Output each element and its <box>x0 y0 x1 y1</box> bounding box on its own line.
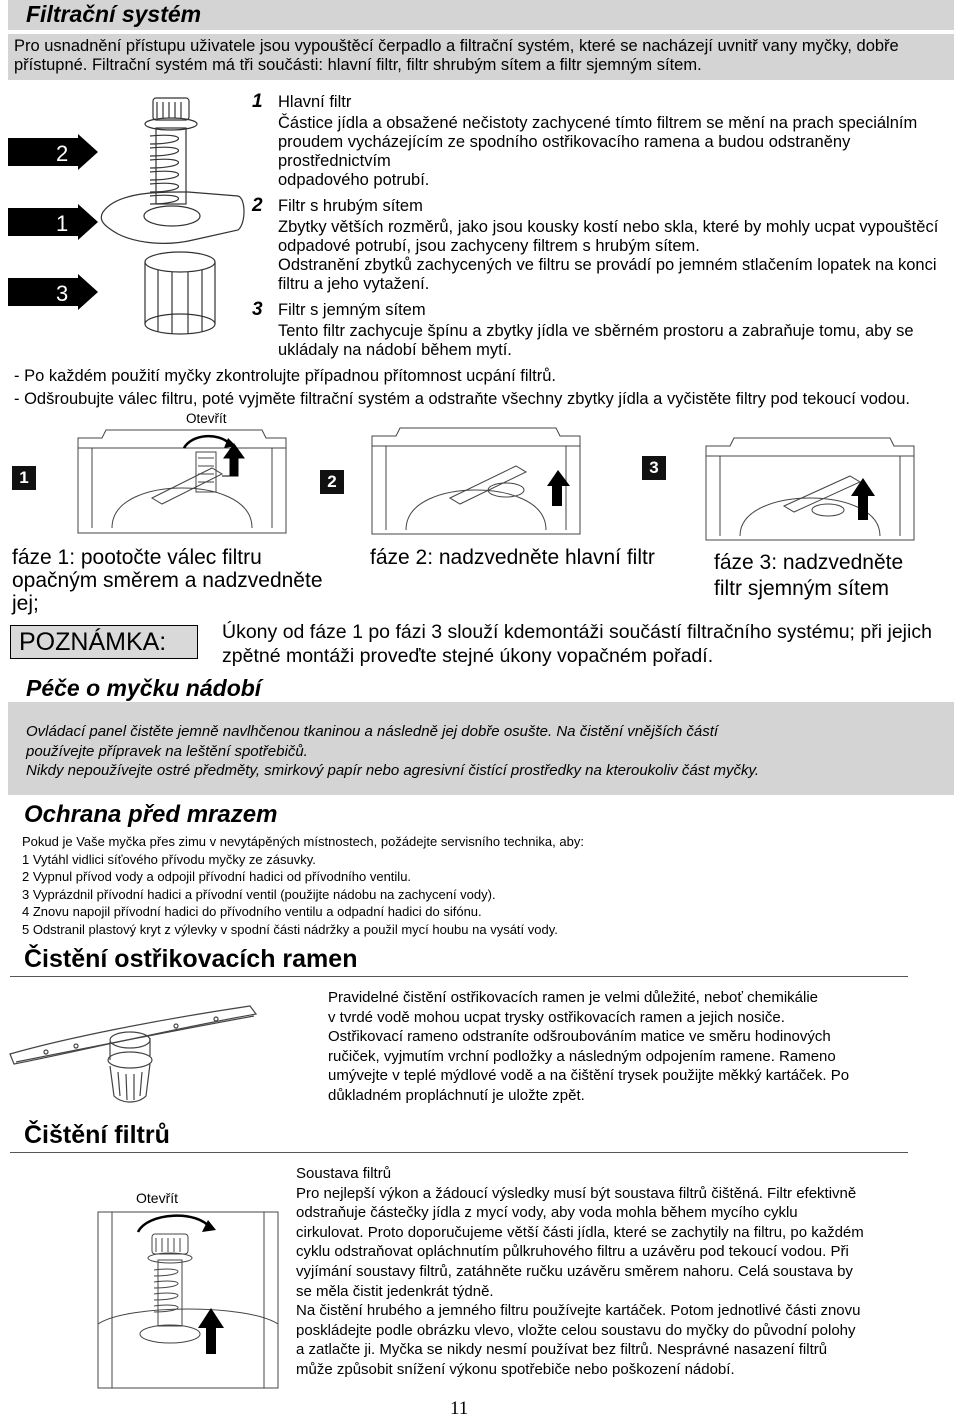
frost-line: Pokud je Vaše myčka přes zimu v nevytápěných místnostech, požádejte servisního technika, aby: <box>22 834 584 849</box>
intro-line: přístupné. Filtrační systém má tři součásti: hlavní filtr, filtr shrubým sítem a filtr sjemným sítem. <box>14 56 702 74</box>
caption-line: fáze 2: nadzvedněte hlavní filtr <box>370 546 655 569</box>
callout-arrow-1 <box>8 204 98 240</box>
filter-items <box>252 92 960 360</box>
item-line: Odstranění zbytků zachycených ve filtru se provádí po jemném stlačením lopatek na konci <box>278 256 937 274</box>
filters-line: může způsobit snížení výkonu spotřebiče nebo poškození nádobí. <box>296 1360 735 1378</box>
filters-line: Na čistění hrubého a jemného filtru používejte kartáček. Potom jednotlivé části znovu <box>296 1302 861 1320</box>
step-3-caption <box>714 550 903 602</box>
arms-line: Pravidelné čistění ostřikovacích ramen je velmi důležité, neboť chemikálie <box>328 989 819 1006</box>
item-title: Hlavní filtr <box>278 93 352 111</box>
arms-line: v tvrdé vodě mohou ucpat trysky ostřikovacích ramen a jejich nosiče. <box>328 1008 785 1026</box>
frost-line: 5 Odstranil plastový kryt z výlevky v spodní části nádržky a použil mycí houbu na vysátí vody. <box>22 921 558 937</box>
arms-line: Ostřikovací rameno odstraníte odšroubováním matice ve směru hodinových <box>328 1028 831 1046</box>
arms-line: důkladném propláchnutí je uložte zpět. <box>328 1086 585 1104</box>
filters-line: poskládejte podle obrázku vlevo, vložte celou soustavu do myčky do původní polohy <box>296 1321 856 1339</box>
frost-text <box>22 833 584 939</box>
caption-line: filtr sjemným sítem <box>714 577 890 600</box>
section-title-filters: Čištění filtrů <box>24 1121 170 1149</box>
note-label-box <box>10 625 198 659</box>
callout-label: 1 <box>56 211 69 236</box>
section-title-frost: Ochrana před mrazem <box>24 801 278 828</box>
arms-line: ručiček, vyjmutím vrchní podložky a následným odpojením ramene. Rameno <box>328 1047 836 1065</box>
filters-line: odstraňuje částečky jídla z mycí vody, aby voda mohla během mycího cyklu <box>296 1204 798 1222</box>
filter-assembly-illustration <box>98 92 248 352</box>
item-line: proudem vycházejícím ze spodního ostřikovacího ramena a budou odstraněny prostřednictvím <box>278 133 851 170</box>
filters-line: Pro nejlepší výkon a žádoucí výsledky musí být soustava filtrů čištěná. Filtr efektivně <box>296 1184 857 1202</box>
item-number: 3 <box>252 299 263 320</box>
filters-line: a zatlačte ji. Myčka se nikdy nesmí používat bez filtrů. Nesprávné nasazení filtrů <box>296 1341 828 1359</box>
arms-line: umývejte v teplé mýdlové vodě a na čištění trysek použijte měkký kartáček. Po <box>328 1067 850 1085</box>
callout-arrow-2 <box>8 134 98 170</box>
item-title: Filtr s hrubým sítem <box>278 197 423 215</box>
filtr-bullets <box>14 367 958 409</box>
filter-item-2 <box>252 196 960 294</box>
section-title-arms: Čistění ostřikovacích ramen <box>24 945 358 973</box>
care-line: Nikdy nepoužívejte ostré předměty, smirkový papír nebo agresivní čistící prostředky na kteroukoliv část myčky. <box>26 762 760 780</box>
open-label: Otevřít <box>186 411 227 426</box>
step-tag-3: 3 <box>642 456 666 480</box>
callout-label: 3 <box>56 281 69 306</box>
item-number: 2 <box>252 195 263 216</box>
step-3-illustration <box>700 436 922 544</box>
note-line: zpětné montáži proveďte stejné úkony vopačném pořadí. <box>222 645 714 667</box>
caption-line: fáze 1: pootočte válec filtru <box>12 546 262 569</box>
caption-line: jej; <box>12 592 39 615</box>
step-tag-1: 1 <box>12 466 36 490</box>
callout-arrow-3 <box>8 274 98 310</box>
step-2-caption <box>370 546 655 569</box>
divider <box>10 976 908 977</box>
section-title-filtr: Filtrační systém <box>26 1 202 27</box>
filtr-intro <box>14 37 954 75</box>
arms-text <box>328 988 849 1106</box>
callout-label: 2 <box>56 141 69 166</box>
bullet-line: - Po každém použití myčky zkontrolujte případnou přítomnost ucpání filtrů. <box>14 367 557 385</box>
filter-item-1 <box>252 92 960 190</box>
item-line: odpadové potrubí, jsou zachyceny filtrem s hrubým sítem. <box>278 237 700 255</box>
note-label: POZNÁMKA: <box>19 628 167 656</box>
frost-line: 1 Vytáhl vidlici síťového přívodu myčky ze zásuvky. <box>22 851 316 867</box>
caption-line: fáze 3: nadzvedněte <box>714 551 904 574</box>
intro-line: Pro usnadnění přístupu uživatele jsou vypouštěcí čerpadlo a filtrační systém, které se nacházejí uvnitř vany myčky, dobře <box>14 37 899 55</box>
item-line: Tento filtr zachycuje špínu a zbytky jídla ve sběrném prostoru a zabraňuje tomu, aby se <box>278 322 914 340</box>
frost-line: 3 Vyprázdnil přívodní hadici a přívodní ventil (použijte nádobu na zachycení vody). <box>22 886 496 902</box>
spray-arm-illustration <box>6 992 266 1110</box>
open-label: Otevřít <box>136 1190 179 1206</box>
caption-line: opačným směrem a nadzvedněte <box>12 569 323 592</box>
filters-line: Soustava filtrů <box>296 1165 392 1182</box>
care-line: Ovládací panel čistěte jemně navlhčenou tkaninou a následně jej dobře osušte. Na čistění vnějších částí <box>26 723 719 740</box>
item-title: Filtr s jemným sítem <box>278 301 426 319</box>
item-number: 1 <box>252 91 263 112</box>
bullet-line: - Odšroubujte válec filtru, poté vyjměte filtrační systém a odstraňte všechny zbytky jídla a vyčistěte filtry pod tekoucí vodou. <box>14 390 910 408</box>
care-text <box>26 722 759 781</box>
filter-removal-illustration <box>88 1204 288 1392</box>
filters-line: cyklu odstraňovat opláchnutím půlkruhového filtru a uzávěru pod tekoucí vodou. Při <box>296 1243 849 1261</box>
note-text <box>222 620 932 668</box>
item-line: Zbytky větších rozměrů, jako jsou kousky kostí nebo skla, které by mohly ucpat vypouštěcí <box>278 218 939 236</box>
item-line: ukládaly na nádobí během mytí. <box>278 341 512 359</box>
section-title-care: Péče o myčku nádobí <box>26 675 262 701</box>
frost-line: 4 Znovu napojil přívodní hadici do přívodního ventilu a odpadní hadici do sifónu. <box>22 904 482 920</box>
step-tag-2: 2 <box>320 470 344 494</box>
step-1-caption <box>12 546 323 615</box>
note-line: Úkony od fáze 1 po fázi 3 slouží kdemontáži součástí filtračního systému; při jejich <box>222 621 932 643</box>
item-line: odpadového potrubí. <box>278 171 430 189</box>
frost-line: 2 Vypnul přívod vody a odpojil přívodní hadici od přívodního ventilu. <box>22 869 412 885</box>
item-line: Částice jídla a obsažené nečistoty zachycené tímto filtrem se mění na prach speciálním <box>278 114 918 132</box>
item-line: filtru a jeho vytažení. <box>278 275 430 293</box>
care-line: používejte přípravek na leštění spotřebičů. <box>26 742 308 760</box>
step-1-illustration <box>72 428 292 538</box>
filter-item-3 <box>252 300 960 360</box>
page-number: 11 <box>450 1398 469 1419</box>
filters-line: vyjímání soustavy filtrů, zatáhněte ručku uzávěru směrem nahoru. Celá soustava by <box>296 1262 853 1280</box>
filters-line: se měla čistit jedenkrát týdně. <box>296 1282 494 1300</box>
filters-text <box>296 1164 864 1380</box>
divider <box>10 1152 908 1153</box>
filters-line: cirkulovat. Proto doporučujeme větší části jídla, které se zachytily na filtru, po každém <box>296 1223 864 1241</box>
step-2-illustration <box>366 426 588 538</box>
